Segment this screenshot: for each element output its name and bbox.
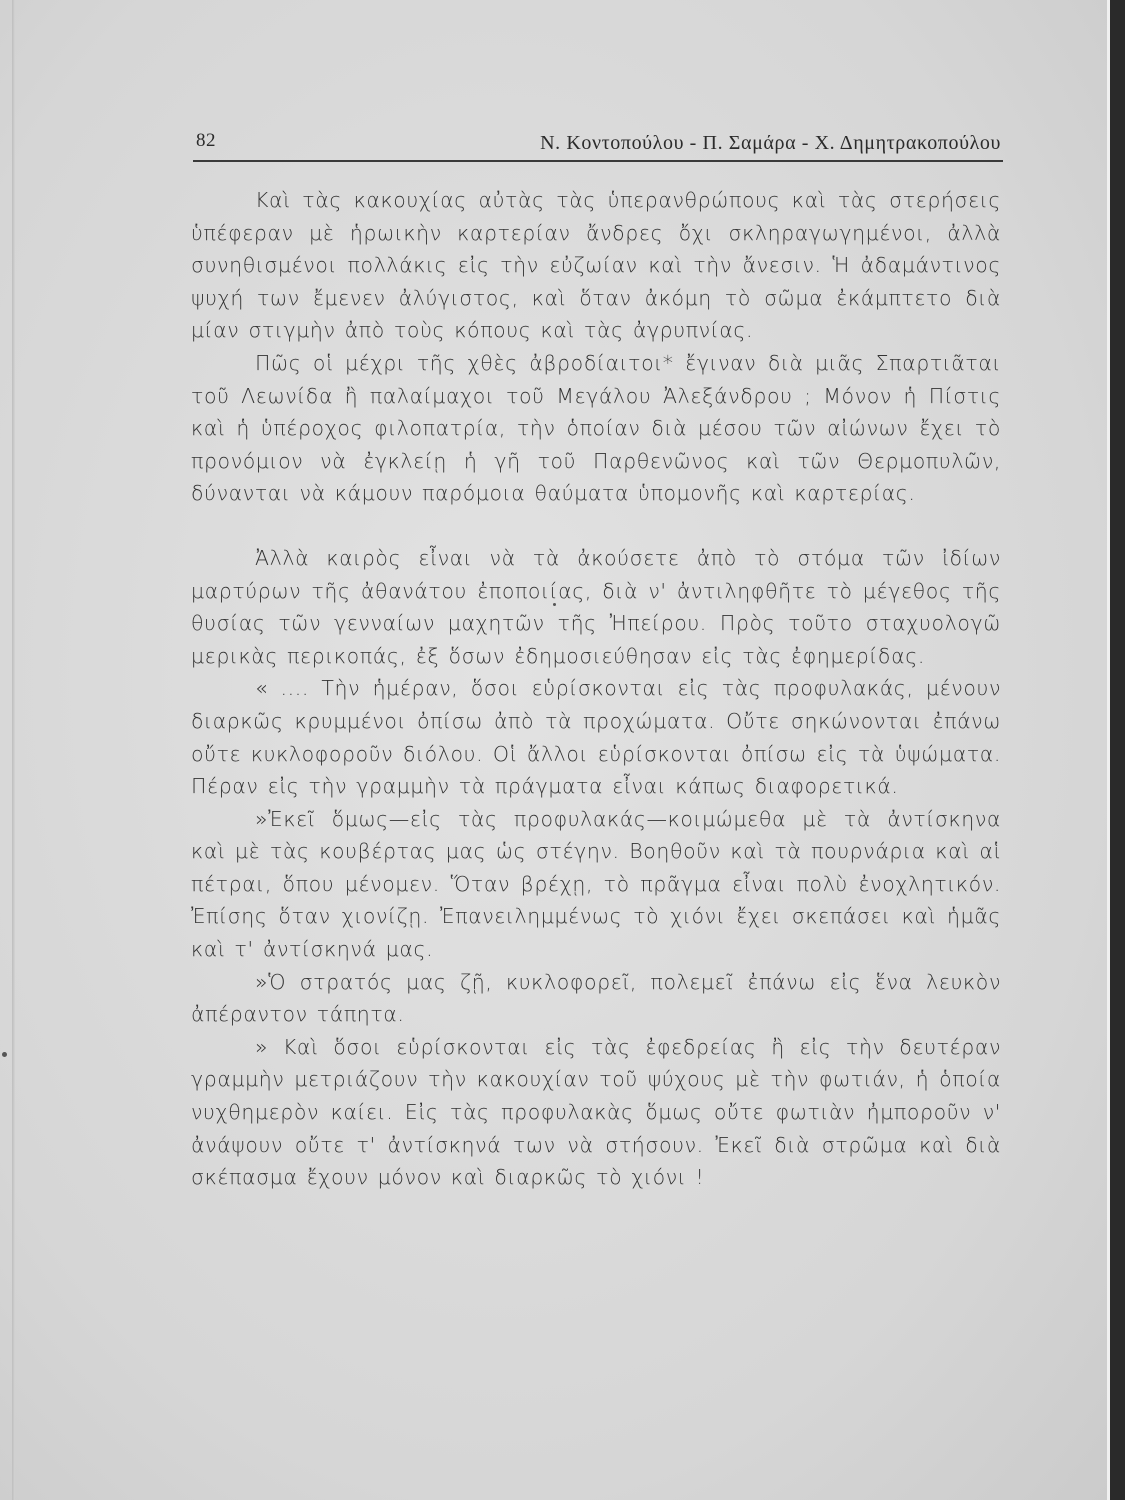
page-header [193,124,1003,162]
paragraph-4: « .... Τὴν ἡμέραν, ὅσοι εὑρίσκονται εἰς τὰς προφυλακάς, μένουν διαρκῶς κρυμμένοι ὀπίσω ἀπὸ τὰ προχώματα. Οὔτε σηκώνονται ἐπάνω οὔτε κυκλοφοροῦν διόλου. Οἱ ἄλλοι εὑρίσκονται ὀπίσω εἰς τὰ ὑψώματα. Πέραν εἰς τὴν γραμμὴν τὰ πράγματα εἶναι κάπως διαφορετικά. [191,676,1001,799]
paper-speck [553,603,556,606]
paragraph-6: »Ὁ στρατός μας ζῇ, κυκλοφορεῖ, πολεμεῖ ἐπάνω εἰς ἕνα λευκὸν ἀπέραντον τάπητα. [191,969,1001,1027]
paragraph-5: »Ἐκεῖ ὅμως—εἰς τὰς προφυλακάς—κοιμώμεθα μὲ τὰ ἀντίσκηνα καὶ μὲ τὰς κουβέρτας μας ὡς στέγην. Βοηθοῦν καὶ τὰ πουρνάρια καὶ αἱ πέτραι, ὅπου μένομεν. Ὅταν βρέχῃ, τὸ πρᾶγμα εἶναι πολὺ ἐνοχλητικόν. Ἐπίσης ὅταν χιονίζῃ. Ἐπανειλημμένως τὸ χιόνι ἔχει σκεπάσει καὶ ἡμᾶς καὶ τ' ἀντίσκηνά μας. [191,806,1001,962]
page-number: 82 [196,130,216,151]
paper-speck [2,1052,7,1057]
page-edge [12,0,15,1500]
body-text [191,184,1001,1194]
paragraph-1: Καὶ τὰς κακουχίας αὐτὰς τὰς ὑπερανθρώπους καὶ τὰς στερήσεις ὑπέφεραν μὲ ἡρωικὴν καρτερίαν ἄνδρες ὄχι σκληραγωγημένοι, ἀλλὰ συνηθισμένοι πολλάκις εἰς τὴν εὐζωίαν καὶ τὴν ἄνεσιν. Ἡ ἀδαμάντινος ψυχή των ἔμενεν ἀλύγιστος, καὶ ὅταν ἀκόμη τὸ σῶμα ἐκάμπτετο διὰ μίαν στιγμὴν ἀπὸ τοὺς κόπους καὶ τὰς ἀγρυπνίας. [191,188,1001,343]
paragraph-2: Πῶς οἱ μέχρι τῆς χθὲς ἀβροδίαιτοι* ἔγιναν διὰ μιᾶς Σπαρτιᾶται τοῦ Λεωνίδα ἢ παλαίμαχοι τοῦ Μεγάλου Ἀλεξάνδρου ; Μόνον ἡ Πίστις καὶ ἡ ὑπέροχος φιλοπατρία, τὴν ὁποίαν διὰ μέσου τῶν αἰώνων ἔχει τὸ προνόμιον νὰ ἐγκλείῃ ἡ γῆ τοῦ Παρθενῶνος καὶ τῶν Θερμοπυλῶν, δύνανται νὰ κάμουν παρόμοια θαύματα ὑπομονῆς καὶ καρτερίας. [191,350,1001,506]
running-head: Ν. Κοντοπούλου - Π. Σαμάρα - Χ. Δημητρακοπούλου [540,132,1001,154]
paragraph-7: » Καὶ ὅσοι εὑρίσκονται εἰς τὰς ἐφεδρείας ἢ εἰς τὴν δευτέραν γραμμὴν μετριάζουν τὴν κακουχίαν τοῦ ψύχους μὲ τὴν φωτιάν, ἡ ὁποία νυχθημερὸν καίει. Εἰς τὰς προφυλακὰς ὅμως οὔτε φωτιὰν ἠμποροῦν ν' ἀνάψουν οὔτε τ' ἀντίσκηνά των νὰ στήσουν. Ἐκεῖ διὰ στρῶμα καὶ διὰ σκέπασμα ἔχουν μόνον καὶ διαρκῶς τὸ χιόνι ! [191,1034,1001,1190]
paragraph-3: Ἀλλὰ καιρὸς εἶναι νὰ τὰ ἀκούσετε ἀπὸ τὸ στόμα τῶν ἰδίων μαρτύρων τῆς ἀθανάτου ἐποποιίας, διὰ ν' ἀντιληφθῆτε τὸ μέγεθος τῆς θυσίας τῶν γενναίων μαχητῶν τῆς Ἠπείρου. Πρὸς τοῦτο σταχυολογῶ μερικὰς περικοπάς, ἐξ ὅσων ἐδημοσιεύθησαν εἰς τὰς ἐφημερίδας. [191,545,1001,668]
